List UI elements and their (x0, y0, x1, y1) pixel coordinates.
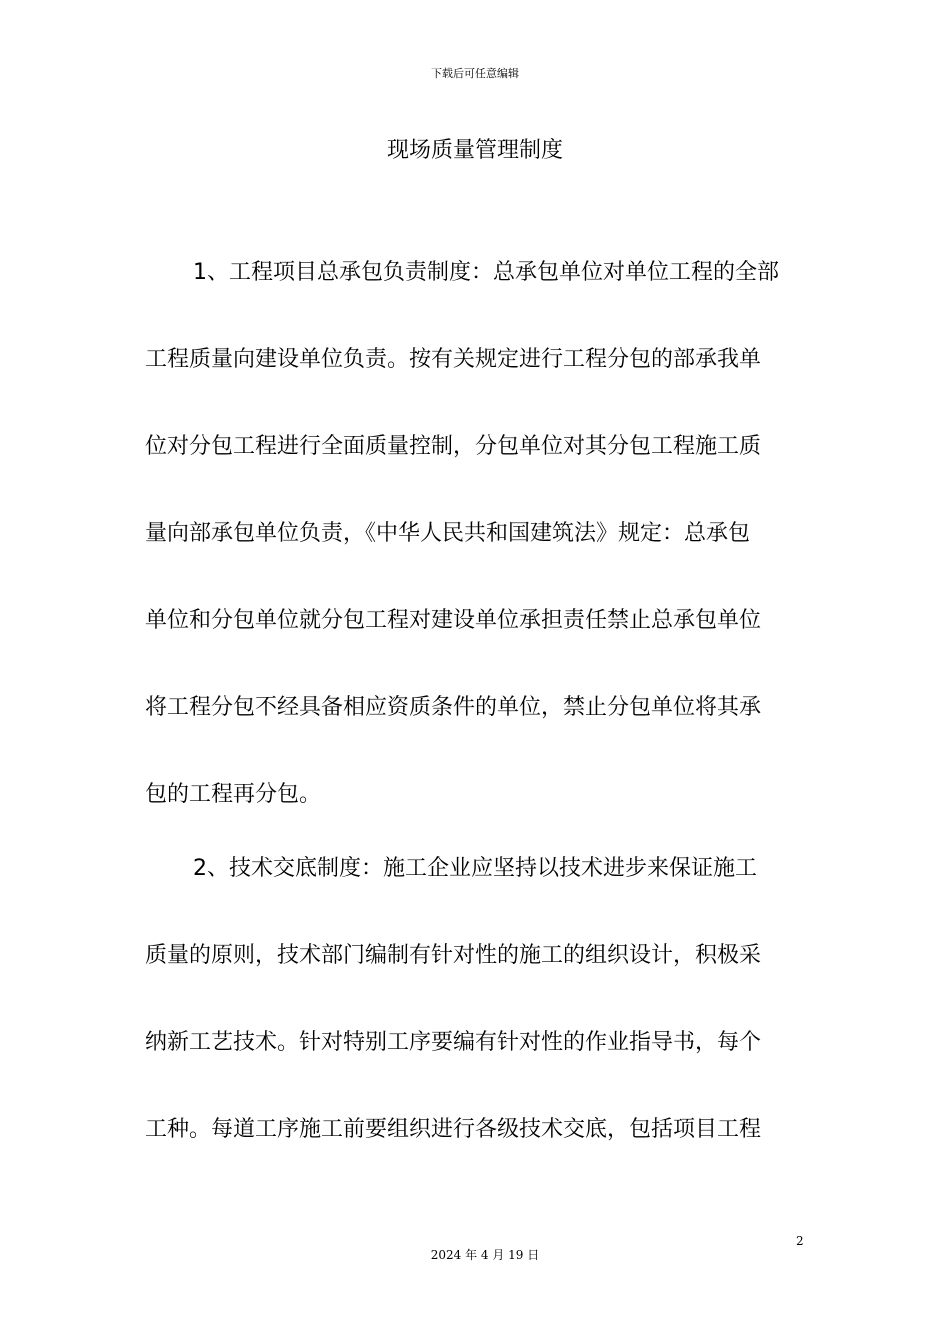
page-footer-date: 2024 年 4 月 19 日 (430, 1248, 540, 1262)
paragraph-line: 将工程分包不经具备相应资质条件的单位，禁止分包单位将其承 (145, 695, 762, 720)
paragraph-line: 2、技术交底制度：施工企业应坚持以技术进步来保证施工 (193, 856, 757, 881)
paragraph-line: 工程质量向建设单位负责。按有关规定进行工程分包的部承我单 (145, 347, 762, 372)
page-header: 下载后可任意编辑 (431, 67, 519, 80)
paragraph-line: 工种。每道工序施工前要组织进行各级技术交底，包括项目工程 (145, 1117, 762, 1142)
document-title: 现场质量管理制度 (386, 138, 563, 163)
page-number: 2 (796, 1234, 804, 1248)
paragraph-line: 单位和分包单位就分包工程对建设单位承担责任禁止总承包单位 (145, 608, 762, 633)
paragraph-line: 1、工程项目总承包负责制度：总承包单位对单位工程的全部 (193, 260, 779, 285)
paragraph-line: 量向部承包单位负责，《中华人民共和国建筑法》规定：总承包 (145, 521, 751, 546)
paragraph-line: 质量的原则，技术部门编制有针对性的施工的组织设计，积极采 (145, 943, 762, 968)
paragraph-line: 包的工程再分包。 (145, 782, 322, 807)
paragraph-line: 位对分包工程进行全面质量控制，分包单位对其分包工程施工质 (145, 434, 762, 459)
paragraph-line: 纳新工艺技术。针对特别工序要编有针对性的作业指导书，每个 (145, 1030, 762, 1055)
